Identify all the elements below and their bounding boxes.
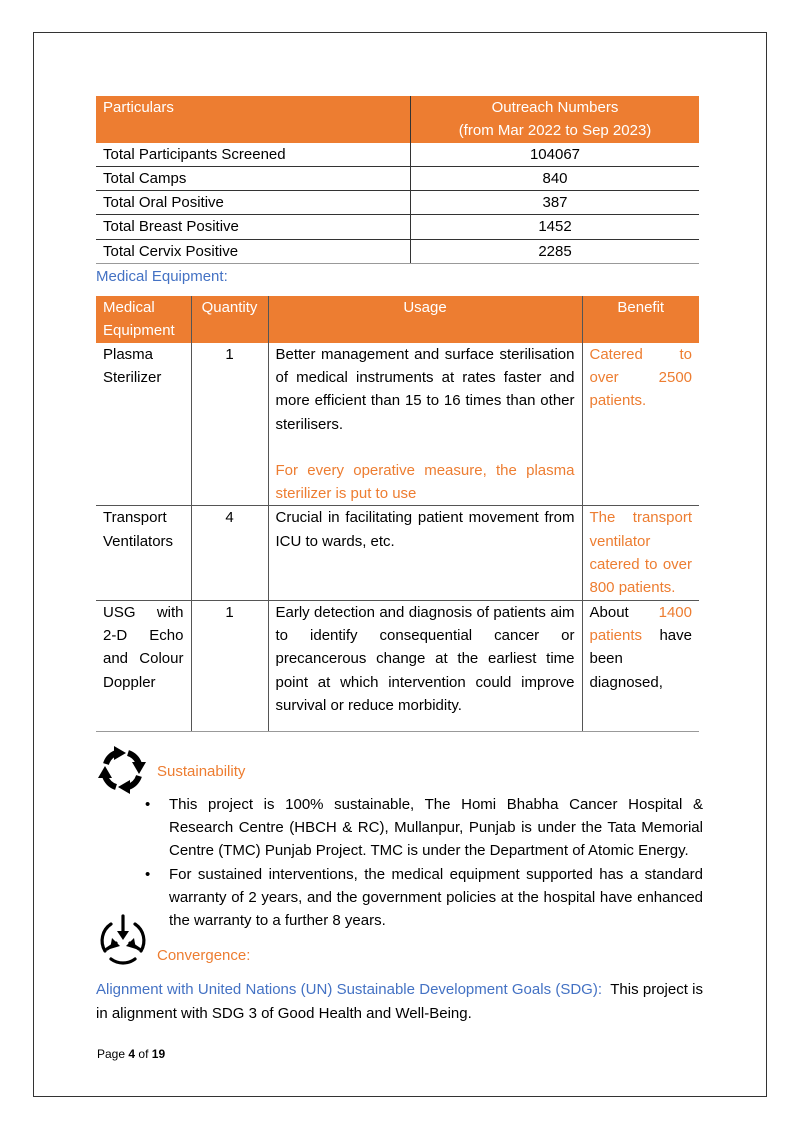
sdg-alignment-label: Alignment with United Nations (UN) Sustainable Development Goals (SDG): (96, 981, 602, 998)
header-usage: Usage (268, 296, 582, 343)
equipment-benefit: Catered to over 2500 patients. (582, 343, 699, 506)
equipment-benefit (582, 600, 699, 731)
equipment-usage: Early detection and diagnosis of patients aim to identify consequential cancer or precancerous change at the earliest time point at which intervention could improve survival or reduce morbidity. (268, 600, 582, 731)
row-value: 2285 (411, 239, 700, 263)
row-label: Total Oral Positive (96, 191, 411, 215)
benefit-post: have been diagnosed, (589, 626, 692, 691)
row-label: Total Breast Positive (96, 215, 411, 239)
row-value: 104067 (411, 143, 700, 167)
outreach-table (96, 96, 699, 264)
sdg-alignment-paragraph (96, 978, 703, 1025)
table-row (96, 215, 699, 239)
row-label: Total Camps (96, 166, 411, 190)
list-item (96, 793, 703, 863)
row-label: Total Cervix Positive (96, 239, 411, 263)
table-row (96, 506, 699, 600)
medical-equipment-heading: Medical Equipment: (96, 268, 228, 286)
equipment-name: USG with 2-D Echo and Colour Doppler (96, 600, 191, 731)
footer-page-word: Page (97, 1047, 126, 1061)
usage-note: For every operative measure, the plasma sterilizer is put to use (275, 461, 575, 503)
row-value: 387 (411, 191, 700, 215)
equipment-header-row (96, 296, 699, 343)
equipment-name: Transport Ventilators (96, 506, 191, 600)
sustainability-list (96, 793, 703, 932)
equipment-quantity: 1 (191, 600, 268, 731)
outreach-header-row (96, 96, 699, 143)
page-footer (97, 1047, 165, 1061)
header-equipment: Medical Equipment (96, 296, 191, 343)
page-content (96, 96, 703, 732)
footer-page-number: 4 (128, 1047, 136, 1061)
footer-of-word: of (138, 1047, 149, 1061)
equipment-usage (268, 343, 582, 506)
equipment-name: Plasma Sterilizer (96, 343, 191, 506)
table-row (96, 239, 699, 263)
table-row (96, 343, 699, 506)
list-item (96, 863, 703, 933)
equipment-benefit: The transport ventilator catered to over 800 patients. (582, 506, 699, 600)
table-row (96, 143, 699, 167)
row-value: 840 (411, 166, 700, 190)
bullet-text: For sustained interventions, the medical equipment supported has a standard warranty of 2 years, and the government policies at the hospital have enhanced the warranty to a further 8 years. (169, 865, 703, 930)
header-particulars: Particulars (96, 96, 411, 143)
bullet-text: This project is 100% sustainable, The Homi Bhabha Cancer Hospital & Research Centre (HBCH & RC), Mullanpur, Punjab is under the Tata Memorial Centre (TMC) Punjab Project. TMC is under the Department of Atomic Energy. (169, 796, 703, 860)
sustainability-heading: Sustainability (157, 763, 246, 780)
header-outreach-numbers (411, 96, 700, 143)
header-benefit: Benefit (582, 296, 699, 343)
equipment-quantity: 4 (191, 506, 268, 600)
table-row (96, 191, 699, 215)
row-value: 1452 (411, 215, 700, 239)
benefit-highlight: 1400 patients (589, 603, 692, 644)
convergence-heading: Convergence: (157, 947, 251, 964)
header-outreach-title: Outreach Numbers (491, 99, 619, 116)
table-row (96, 166, 699, 190)
bullet-icon: • (145, 865, 151, 883)
usage-text: Better management and surface sterilisation of medical instruments at rates faster and more efficient than 15 to 16 times than other sterilisers. (275, 345, 575, 433)
row-label: Total Participants Screened (96, 143, 411, 167)
header-outreach-period: (from Mar 2022 to Sep 2023) (458, 122, 652, 140)
header-quantity: Quantity (191, 296, 268, 343)
benefit-pre: About (589, 603, 629, 621)
sdg-alignment-text: This project is in alignment with SDG 3 of Good Health and Well-Being. (96, 981, 703, 1022)
equipment-usage: Crucial in facilitating patient movement from ICU to wards, etc. (268, 506, 582, 600)
bullet-icon: • (145, 796, 151, 813)
convergence-arrows-icon (98, 913, 148, 970)
equipment-table (96, 296, 699, 732)
table-row (96, 600, 699, 731)
equipment-quantity: 1 (191, 343, 268, 506)
footer-page-total: 19 (151, 1047, 166, 1061)
